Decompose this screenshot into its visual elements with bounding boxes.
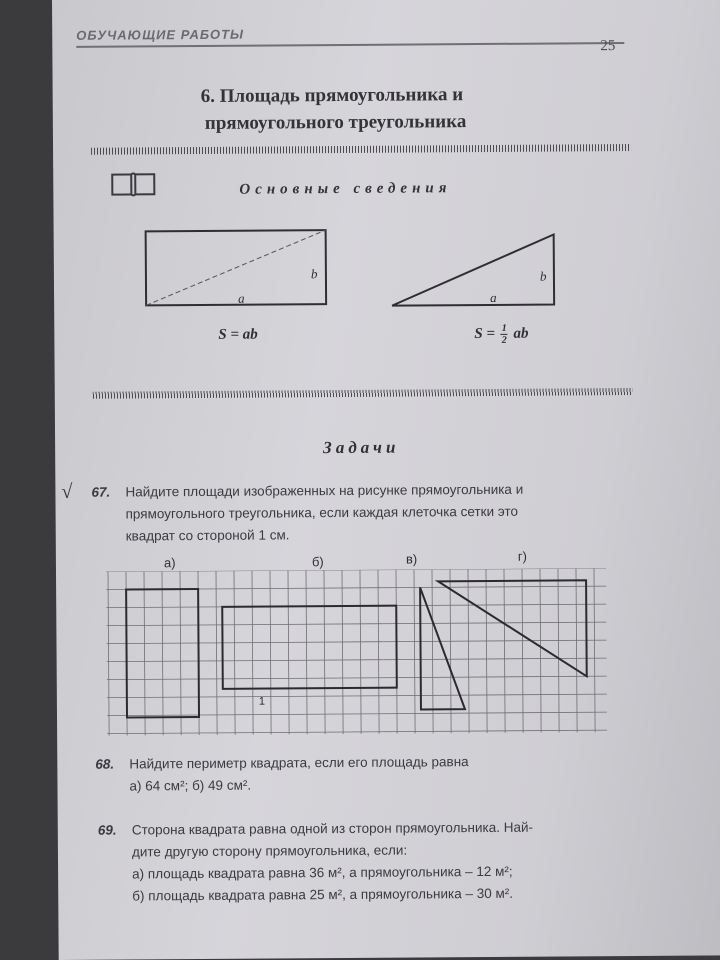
figure-b-rectangle [222,606,397,689]
grid-line [540,569,541,733]
grid-line [144,571,145,735]
triangle-area-formula [474,323,528,346]
task-line: а) площадь квадрата равна 36 м², а прямоугольника – 12 м²; [132,863,513,882]
grid-line [594,568,595,732]
grid-line [234,571,235,735]
figure-label-a: а) [163,555,176,571]
grid-line [107,658,607,661]
grid-line [414,569,415,733]
fraction-denominator: 2 [501,334,507,346]
grid-line [216,571,217,735]
triangle-formula-suffix: ab [513,325,529,342]
grid-line [504,569,505,733]
hatched-divider-top [91,144,631,155]
grid-line [342,570,343,734]
textbook-page [52,0,720,960]
grid-line [106,622,606,625]
task-line: квадрат со стороной 1 см. [125,527,290,544]
task-number: 69. [97,822,117,838]
grid-line [180,571,181,735]
grid-line [324,570,325,734]
figure-g-triangle [438,580,587,677]
rect-side-b-label: b [310,266,318,282]
task-line: Найдите периметр квадрата, если его площадь равна [129,754,469,772]
grid-line [468,569,469,733]
triangle-side-b-label: b [539,268,547,284]
grid-line [576,568,577,732]
rect-side-a-label: a [238,290,245,306]
section-title-line-1: 6. Площадь прямоугольника и [200,84,464,107]
task-line: прямоугольного треугольника, если каждая клеточка сетки это [125,503,519,522]
figure-label-b: б) [311,554,324,570]
grid-line [107,712,607,715]
grid-line [162,571,163,735]
grid-lines [106,568,607,735]
figure-label-v: в) [405,551,418,567]
task-number: 68. [95,756,115,772]
unit-label: 1 [258,695,266,708]
grid-line [288,570,289,734]
running-head: ОБУЧАЮЩИЕ РАБОТЫ [76,26,245,43]
figure-label-g: г) [517,548,528,564]
grid-line [486,569,487,733]
grid-line [107,730,607,733]
one-half-fraction [501,323,508,346]
grid-figures [106,568,637,744]
fraction-numerator: 1 [501,322,507,334]
grid-line [107,694,607,697]
header-rule [76,42,624,48]
grid-line [522,569,523,733]
task-line: дите другую сторону прямоугольника, если: [131,842,408,860]
triangle-side-a-label: a [490,289,497,305]
task-line: а) 64 см²; б) 49 см². [129,777,252,794]
grid-line [106,568,606,571]
section-title [201,81,531,137]
hatched-divider-bottom [93,388,633,399]
grid-line [306,570,307,734]
tasks-title: Задачи [323,437,400,458]
basics-title: Основные сведения [239,180,452,198]
task-line: б) площадь квадрата равна 25 м², а прямоугольника – 30 м². [132,885,514,904]
task-number: 67. [91,484,111,500]
grid-line [378,570,379,734]
checkmark-icon: √ [61,480,73,503]
grid-line [107,676,607,679]
grid-line [360,570,361,734]
rectangle-area-formula: S = ab [218,326,258,343]
task-line: Сторона квадрата равна одной из сторон прямоугольника. Най- [131,819,534,838]
grid-line [558,568,559,732]
grid-line [270,570,271,734]
grid-line [252,571,253,735]
triangle-formula-prefix: S = [474,325,496,342]
page-number: 25 [600,38,616,55]
section-title-line-2: прямоугольного треугольника [204,111,467,134]
grid-line [108,572,109,736]
book-icon [109,171,157,197]
right-triangle-figure [386,228,567,313]
rectangle-figure [142,226,333,311]
task-line: Найдите площади изображенных на рисунке прямоугольника и [125,481,524,500]
